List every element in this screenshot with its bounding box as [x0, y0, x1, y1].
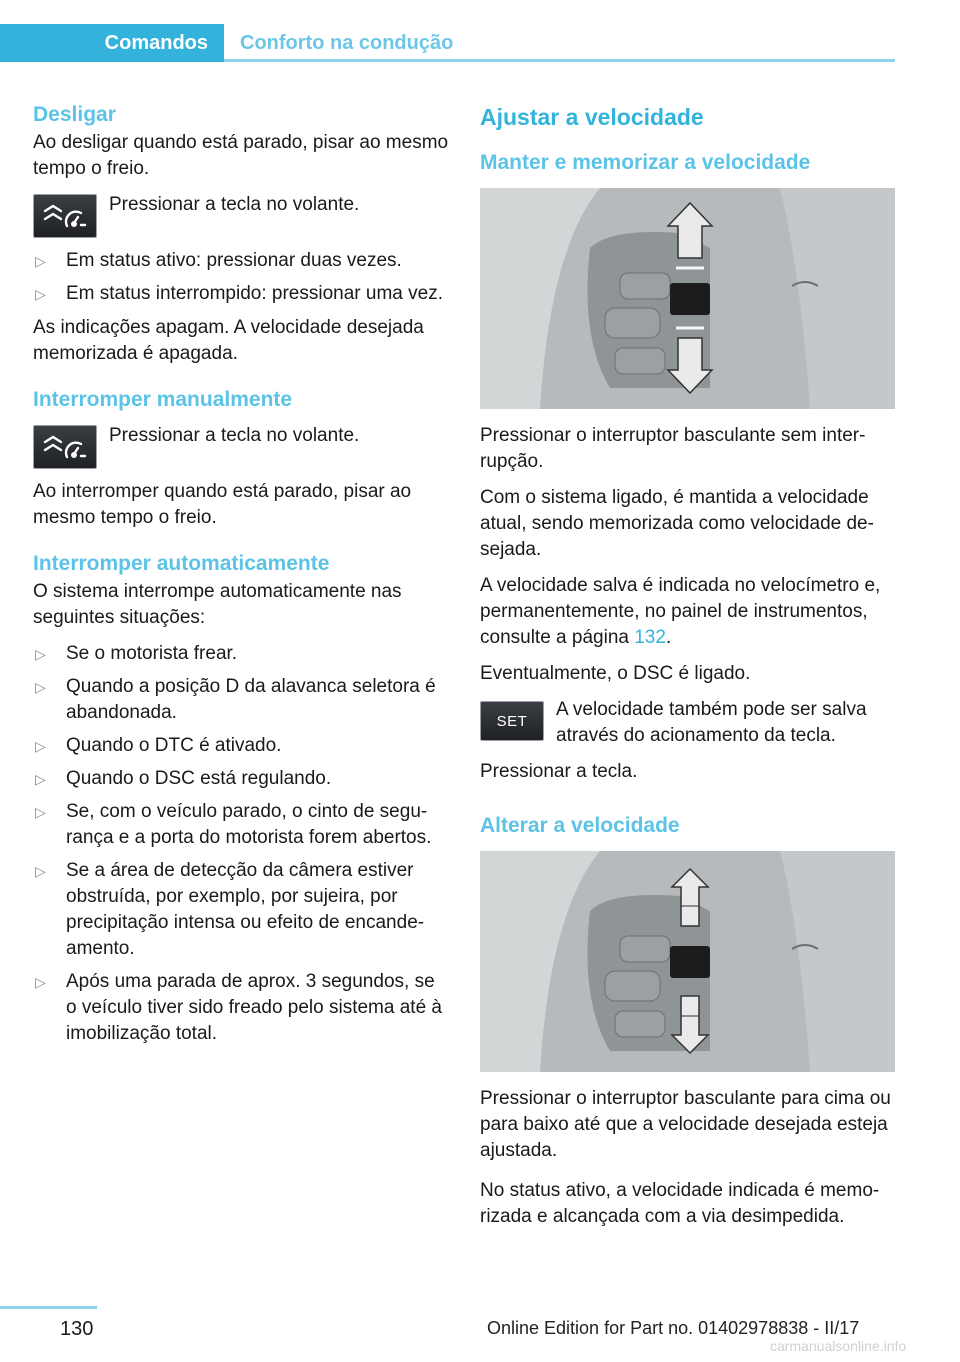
bullet-triangle-icon: ▷: [35, 679, 46, 695]
set-key-text: A velocidade também pode ser salva através do acionamento da tecla.: [556, 699, 867, 746]
list-item: ▷ Quando a posição D da alavanca seletora é abandonada.: [35, 676, 436, 723]
keep-p5: Pressionar a tecla.: [480, 761, 638, 782]
bullet-triangle-icon: ▷: [35, 804, 46, 820]
set-key-row: [480, 697, 896, 749]
list-item: ▷ Quando o DTC é ativado.: [33, 733, 449, 759]
desligar-list: [33, 248, 449, 307]
list-item: ▷ Se, com o veículo parado, o cinto de segurança e a porta do motorista forem abertos.: [35, 801, 432, 848]
steering-wheel-rocker-photo-2: [480, 851, 895, 1072]
heading-manter: Manter e memorizar a velocidade: [480, 151, 811, 174]
bullet-triangle-icon: ▷: [35, 253, 46, 269]
heading-interromper-manual: Interromper manualmente: [33, 388, 293, 411]
desligar-intro: Ao desligar quando está parado, pisar ao mesmo tempo o freio.: [33, 132, 449, 179]
bullet-triangle-icon: ▷: [35, 286, 46, 302]
bullet-triangle-icon: ▷: [35, 974, 46, 990]
footer-divider: [0, 1306, 97, 1309]
list-item: ▷ Se a área de detecção da câmera estiver obstruída, por exemplo, por sujeira, por precipitação intensa ou efeito de encandeamento.: [35, 860, 425, 959]
auto-intro: O sistema interrompe automaticamente nas seguintes situações:: [33, 581, 402, 628]
cruise-control-key-icon: [33, 194, 97, 238]
desligar-key-row: [33, 192, 449, 238]
manual-after: Ao interromper quando está parado, pisar ao mesmo tempo o freio.: [33, 481, 412, 528]
keep-p4: Eventualmente, o DSC é ligado.: [480, 663, 751, 684]
edition-text: Online Edition for Part no. 01402978838 - II/17: [487, 1318, 860, 1338]
steering-wheel-rocker-photo-1: [480, 188, 895, 409]
section-tab[interactable]: Comandos: [0, 24, 224, 62]
bullet-triangle-icon: ▷: [35, 646, 46, 662]
change-p1: Pressionar o interruptor basculante para cima ou para baixo até que a velocidade desejada esteja ajustada.: [480, 1088, 891, 1161]
bullet-triangle-icon: ▷: [35, 863, 46, 879]
desligar-after: As indicações apagam. A velocidade desejada memorizada é apagada.: [33, 317, 424, 364]
left-column: [33, 100, 449, 1055]
list-item: ▷ Em status interrompido: pressionar uma vez.: [33, 281, 449, 307]
manual-key-text: Pressionar a tecla no volante.: [109, 425, 360, 446]
subsection-tab[interactable]: Conforto na condução: [240, 31, 454, 54]
header-divider: [224, 59, 895, 62]
bullet-triangle-icon: ▷: [35, 738, 46, 754]
page-link[interactable]: 132: [634, 627, 666, 648]
cruise-control-key-icon: [33, 425, 97, 469]
keep-p2: Com o sistema ligado, é mantida a velocidade atual, sendo memorizada como velocidade desejada.: [480, 487, 874, 560]
list-item: ▷ Se o motorista frear.: [33, 641, 449, 667]
heading-interromper-auto: Interromper automaticamente: [33, 552, 330, 575]
bullet-triangle-icon: ▷: [35, 771, 46, 787]
set-key-icon: SET: [480, 701, 544, 741]
header-bar: [0, 24, 895, 62]
heading-desligar: Desligar: [33, 103, 116, 126]
manual-key-row: [33, 423, 449, 469]
change-p2: No status ativo, a velocidade indicada é memorizada e alcançada com a via desimpedida.: [480, 1180, 880, 1227]
desligar-key-text: Pressionar a tecla no volante.: [109, 194, 360, 215]
list-item: ▷ Em status ativo: pressionar duas vezes.: [33, 248, 449, 274]
keep-p3: A velocidade salva é indicada no velocímetro e, permanentemente, no painel de instrumentos, consulte a página 132.: [480, 575, 881, 648]
heading-ajustar: Ajustar a velocidade: [480, 104, 704, 130]
heading-alterar: Alterar a velocidade: [480, 814, 680, 837]
list-item: ▷ Após uma parada de aprox. 3 segundos, se o veículo tiver sido freado pelo sistema até à imobilização total.: [35, 971, 442, 1044]
list-item: ▷ Quando o DSC está regulando.: [33, 766, 449, 792]
auto-list: [33, 641, 449, 1047]
page-number: 130: [60, 1318, 94, 1340]
right-column: [480, 100, 896, 1240]
watermark: carmanualsonline.info: [770, 1338, 907, 1354]
keep-p1: Pressionar o interruptor basculante sem interrupção.: [480, 425, 866, 472]
